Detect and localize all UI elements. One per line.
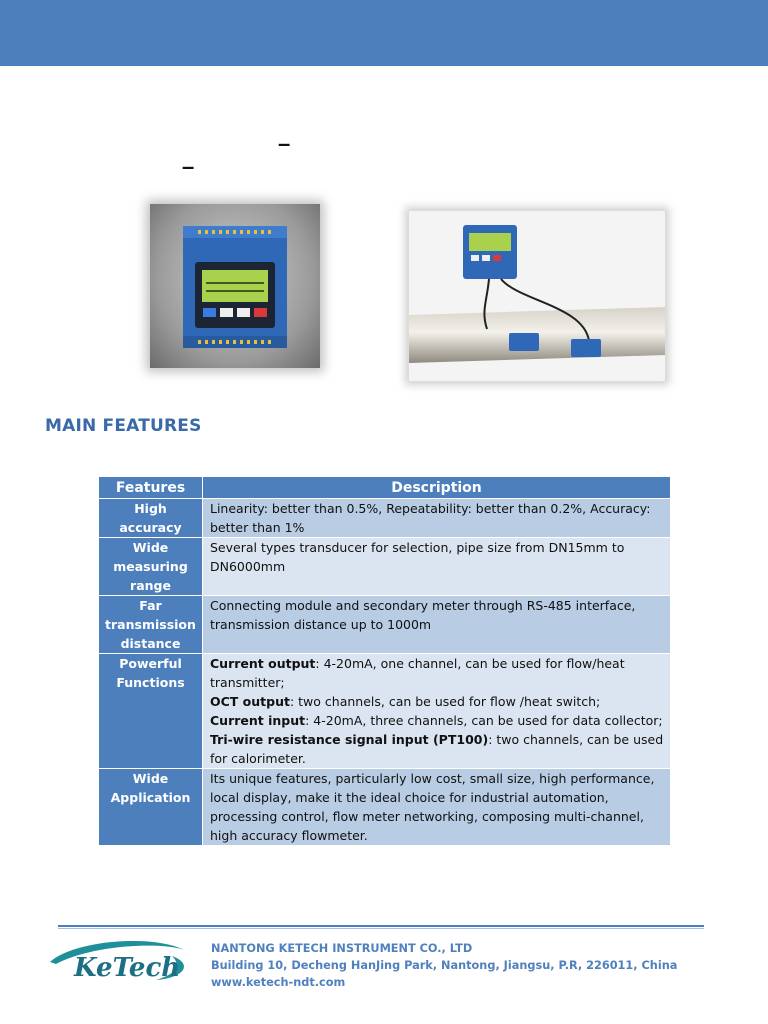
table-row — [99, 654, 670, 769]
description-line — [210, 596, 666, 634]
feature-name-line: Functions — [116, 675, 185, 690]
product-photo-installation — [408, 210, 666, 382]
description-term: OCT output — [210, 694, 290, 709]
feature-name — [99, 769, 203, 846]
feature-name — [99, 499, 203, 538]
table-row — [99, 499, 670, 538]
description-text: Connecting module and secondary meter through RS-485 interface, transmission distance up to 1000m — [210, 598, 636, 632]
footer-rule — [58, 925, 704, 927]
description-line — [210, 692, 666, 711]
feature-name-line: Wide — [132, 540, 169, 555]
description-line — [210, 769, 666, 845]
description-text: : two channels, can be used for calorimeter. — [210, 732, 664, 766]
feature-name-line: Powerful — [119, 656, 182, 671]
dash-mark: – — [182, 154, 195, 179]
table-header-row — [99, 477, 670, 499]
header-band — [0, 0, 768, 66]
feature-description — [203, 596, 671, 654]
description-text: : 4-20mA, three channels, can be used for data collector; — [305, 713, 663, 728]
feature-description — [203, 769, 671, 846]
feature-description — [203, 654, 671, 769]
feature-name-line: range — [130, 578, 171, 593]
description-term: Current output — [210, 656, 316, 671]
feature-name-line: Far — [139, 598, 162, 613]
table-row — [99, 596, 670, 654]
ketech-logo — [44, 936, 194, 982]
description-text: Its unique features, particularly low cost, small size, high performance, local display, make it the ideal choice for industrial automation, processing control, flow meter networking, composing multi-channel, high accuracy flowmeter. — [210, 771, 655, 843]
section-title: MAIN FEATURES — [45, 416, 202, 436]
feature-name — [99, 654, 203, 769]
feature-name-line: measuring — [113, 559, 188, 574]
feature-name — [99, 596, 203, 654]
company-name: NANTONG KETECH INSTRUMENT CO., LTD — [211, 942, 473, 955]
company-website[interactable]: www.ketech-ndt.com — [211, 976, 346, 989]
description-line — [210, 538, 666, 576]
feature-name-line: High accuracy — [119, 501, 182, 535]
footer-rule — [58, 928, 704, 929]
table-row — [99, 538, 670, 596]
company-address: Building 10, Decheng HanJing Park, Nantong, Jiangsu, P.R, 226011, China — [211, 959, 678, 972]
product-photo-module — [150, 204, 320, 368]
feature-name-line: Application — [110, 790, 191, 805]
description-line — [210, 499, 666, 537]
description-text: Several types transducer for selection, pipe size from DN15mm to DN6000mm — [210, 540, 625, 574]
feature-description — [203, 538, 671, 596]
feature-name-line: distance — [120, 636, 181, 651]
description-term: Current input — [210, 713, 306, 728]
feature-name-line: transmission — [105, 617, 196, 632]
logo-wordmark: KeTech — [74, 953, 181, 982]
description-text: : two channels, can be used for flow /heat switch; — [289, 694, 601, 709]
features-table — [99, 477, 670, 846]
description-text: Linearity: better than 0.5%, Repeatability: better than 0.2%, Accuracy: better than 1% — [210, 501, 651, 535]
table-row — [99, 769, 670, 846]
column-header: Description — [203, 477, 671, 499]
company-info — [211, 940, 677, 991]
description-term: Tri-wire resistance signal input (PT100) — [210, 732, 489, 747]
feature-name — [99, 538, 203, 596]
description-line — [210, 711, 666, 730]
description-line — [210, 654, 666, 692]
dash-mark: – — [278, 131, 291, 156]
feature-name-line: Wide — [132, 771, 169, 786]
description-line — [210, 730, 666, 768]
description-text: : 4-20mA, one channel, can be used for flow/heat transmitter; — [210, 656, 625, 690]
feature-description — [203, 499, 671, 538]
column-header: Features — [99, 477, 203, 499]
